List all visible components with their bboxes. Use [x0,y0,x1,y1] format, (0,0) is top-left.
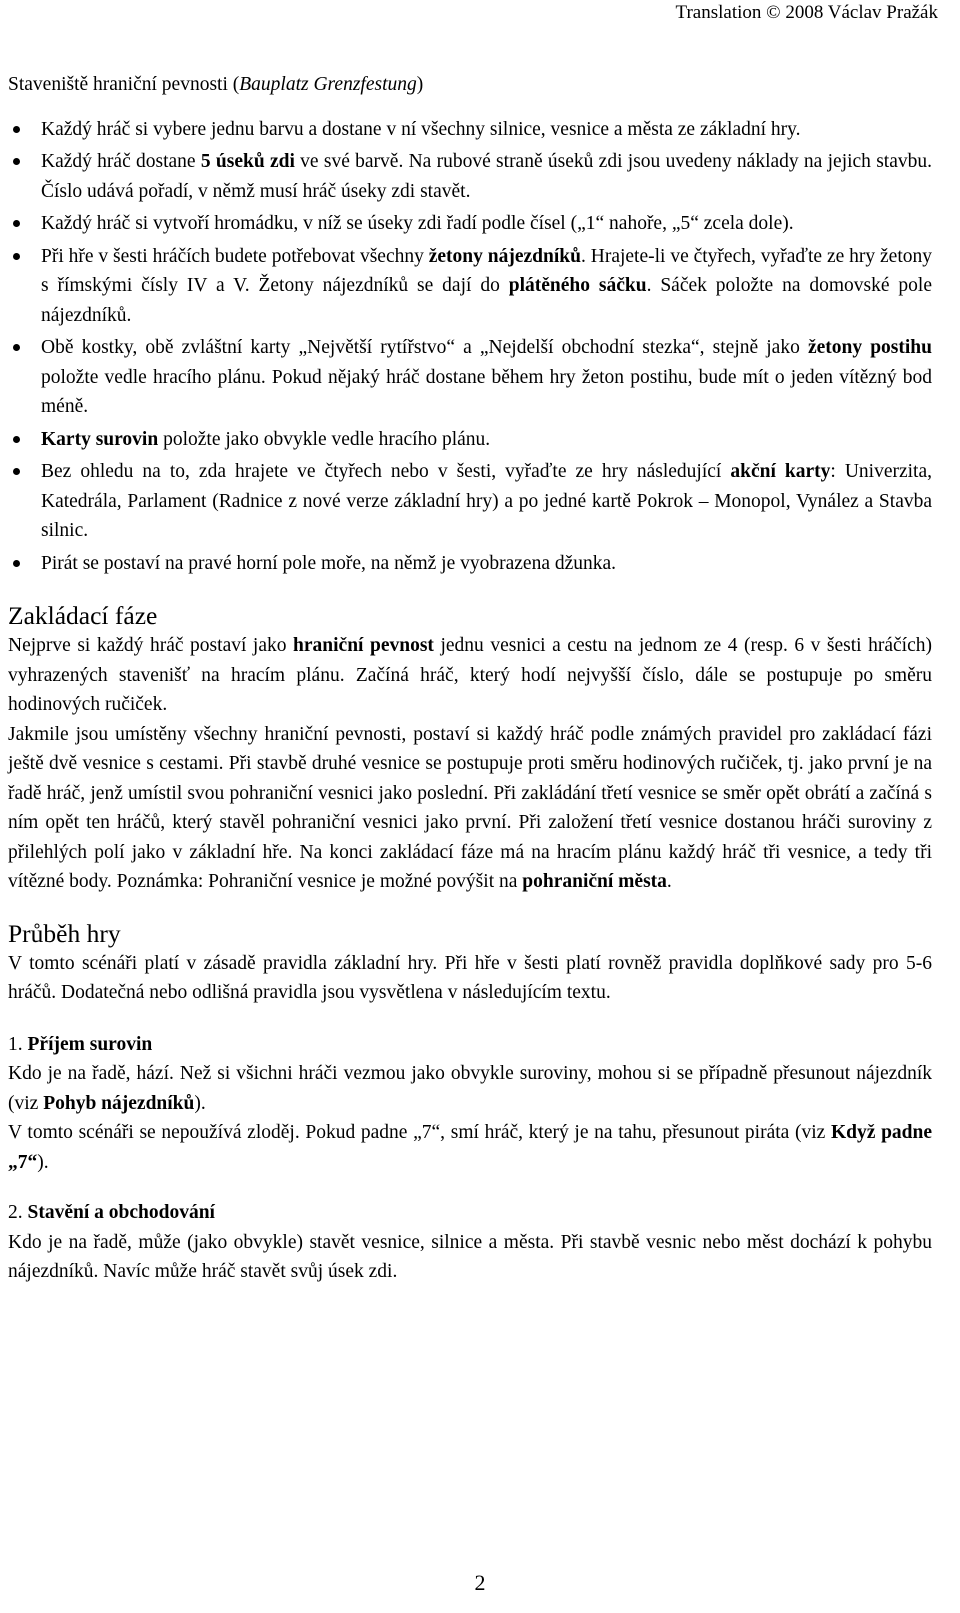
page-header: Translation © 2008 Václav Pražák [675,2,938,23]
bullet-item [8,333,932,422]
paragraph-text: V tomto scénáři se nepoužívá zloděj. Pokud padne „7“, smí hráč, který je na tahu, přesunout piráta (viz [8,1122,831,1143]
bullet-bold: žetony postihu [807,337,932,358]
subsection-number: 2. [8,1202,28,1223]
bullet-text: Obě kostky, obě zvláštní karty „Největší rytířstvo“ a „Nejdelší obchodní stezka“, stejně jako [41,337,808,358]
bullet-text: : Univerzita, Katedrála, Parlament (Radnice z nové verze základní hry) a po jedné kartě Pokrok – Monopol, Vynález a Stavba silnic. [41,461,932,541]
bullet-item [8,549,932,579]
paragraph-bold: Pohyb nájezdníků [43,1092,195,1114]
bullet-text: Při hře v šesti hráčích budete potřebovat všechny [41,245,429,267]
bullet-dot-icon [13,126,20,133]
paragraph-text: Jakmile jsou umístěny všechny hraniční pevnosti, postaví si každý hráč podle známých pravidel pro zakládací fázi ještě dvě vesnice s cestami. Při stavbě druhé vesnice se postupuje proti směru hodinových ručiček, tj. jako první je na řadě hráč, jenž umístil svou pohraniční vesnici jako poslední. Při zakládání třetí vesnice se směr opět obrátí a začíná s ním opět ten hráčů, který stavěl pohraniční vesnici jako první. Při založení třetí vesnice dostanou hráči suroviny z přilehlých polí jako v základní hře. Na konci zakládací fáze má na hracím plánu každý hráč tři vesnice, a tedy tři vítězné body. Poznámka: Pohraniční vesnice je možné povýšit na [8,723,932,892]
bullet-text: Každý hráč si vytvoří hromádku, v níž se úseky zdi řadí podle čísel („1“ nahoře, „5“ zcela dole). [41,213,794,234]
bullet-bold: 5 úseků zdi [200,151,295,172]
section-heading-setup: Zakládací fáze [8,601,158,630]
gameplay-paragraph: V tomto scénáři platí v zásadě pravidla základní hry. Při hře v šesti platí rovněž pravidla doplňkové sady pro 5-6 hráčů. Dodatečná nebo odlišná pravidla jsou vysvětlena v následujícím textu. [8,952,932,1003]
bullet-text: . Sáček položte na domovské pole nájezdníků. [41,275,932,326]
paragraph-bold: hraniční pevnost [293,635,434,656]
bullet-text: Bez ohledu na to, zda hrajete ve čtyřech nebo v šesti, vyřaďte ze hry následující [41,461,731,482]
paragraph-text: ). [194,1092,206,1114]
subsection-heading-building [8,1198,932,1228]
building-paragraph: Kdo je na řadě, může (jako obvykle) stavět vesnice, silnice a města. Při stavbě vesnic nebo měst dochází k pohybu nájezdníků. Navíc může hráč stavět svůj úsek zdi. [8,1231,932,1282]
bullet-dot-icon [13,253,20,260]
bullet-item [8,209,932,239]
bullet-dot-icon [13,560,20,567]
bullet-item [8,242,932,331]
subsection-title: Příjem surovin [27,1033,153,1055]
scenario-title [8,70,932,100]
paragraph-bold: Když padne „7“ [8,1122,933,1173]
paragraph-text: ). [37,1151,49,1173]
bullet-bold: žetony nájezdníků [428,245,581,267]
document-body [8,70,932,1287]
bullet-text: ve své barvě. Na rubové straně úseků zdi jsou uvedeny náklady na jejich stavbu. Číslo udává pořadí, v němž musí hráč úseky zdi stavět. [41,151,933,202]
bullet-dot-icon [13,220,20,227]
bullet-item [8,115,932,145]
bullet-text: položte jako obvykle vedle hracího plánu. [158,428,491,450]
bullet-text: Každý hráč dostane [41,151,201,172]
subsection-heading-resources [8,1030,932,1060]
subsection-title: Stavění a obchodování [27,1202,215,1223]
bullet-dot-icon [13,158,20,165]
bullet-dot-icon [13,468,20,475]
setup-paragraph [8,720,932,897]
paragraph-text: . [666,871,672,892]
bullet-item [8,147,932,206]
paragraph-bold: pohraniční města [522,871,667,892]
paragraph-text: Nejprve si každý hráč postaví jako [8,635,294,656]
scenario-title-text: Staveniště hraniční pevnosti ( [8,74,240,95]
bullet-dot-icon [13,436,20,443]
resources-paragraph [8,1059,932,1118]
scenario-title-end: ) [416,74,424,95]
section-heading-gameplay: Průběh hry [8,918,121,948]
bullet-item [8,425,932,455]
paragraph-text: jednu vesnici a cestu na jednom ze 4 (resp. 6 v šesti hráčích) vyhrazených stavenišť na hracím plánu. Začíná hráč, který hodí nejvyšší číslo, dále se postupuje po směru hodinových ručiček. [8,635,933,715]
bullet-item [8,457,932,546]
bullet-text: položte vedle hracího plánu. Pokud nějaký hráč dostane během hry žeton postihu, bude mít o jeden vítězný bod méně. [41,366,932,417]
bullet-text: Každý hráč si vybere jednu barvu a dostane v ní všechny silnice, vesnice a města ze základní hry. [41,118,801,140]
bullet-text: . Hrajete-li ve čtyřech, vyřaďte ze hry žetony s římskými čísly IV a V. Žetony nájezdníků se dají do [41,245,932,296]
bullet-bold: akční karty [730,461,831,482]
bullet-bold: plátěného sáčku [508,275,647,296]
setup-paragraph [8,631,932,720]
subsection-number: 1. [8,1033,28,1055]
paragraph-text: Kdo je na řadě, hází. Než si všichni hráči vezmou jako obvykle suroviny, mohou si se případně přesunout nájezdník (viz [8,1063,932,1114]
scenario-title-german: Bauplatz Grenzfestung [239,74,417,95]
setup-bullet-list [8,115,932,579]
bullet-bold: Karty surovin [41,428,159,450]
resources-paragraph [8,1118,932,1177]
bullet-text: Pirát se postaví na pravé horní pole moře, na němž je vyobrazena džunka. [41,552,617,574]
page-number: 2 [474,1570,486,1595]
bullet-dot-icon [13,344,20,351]
